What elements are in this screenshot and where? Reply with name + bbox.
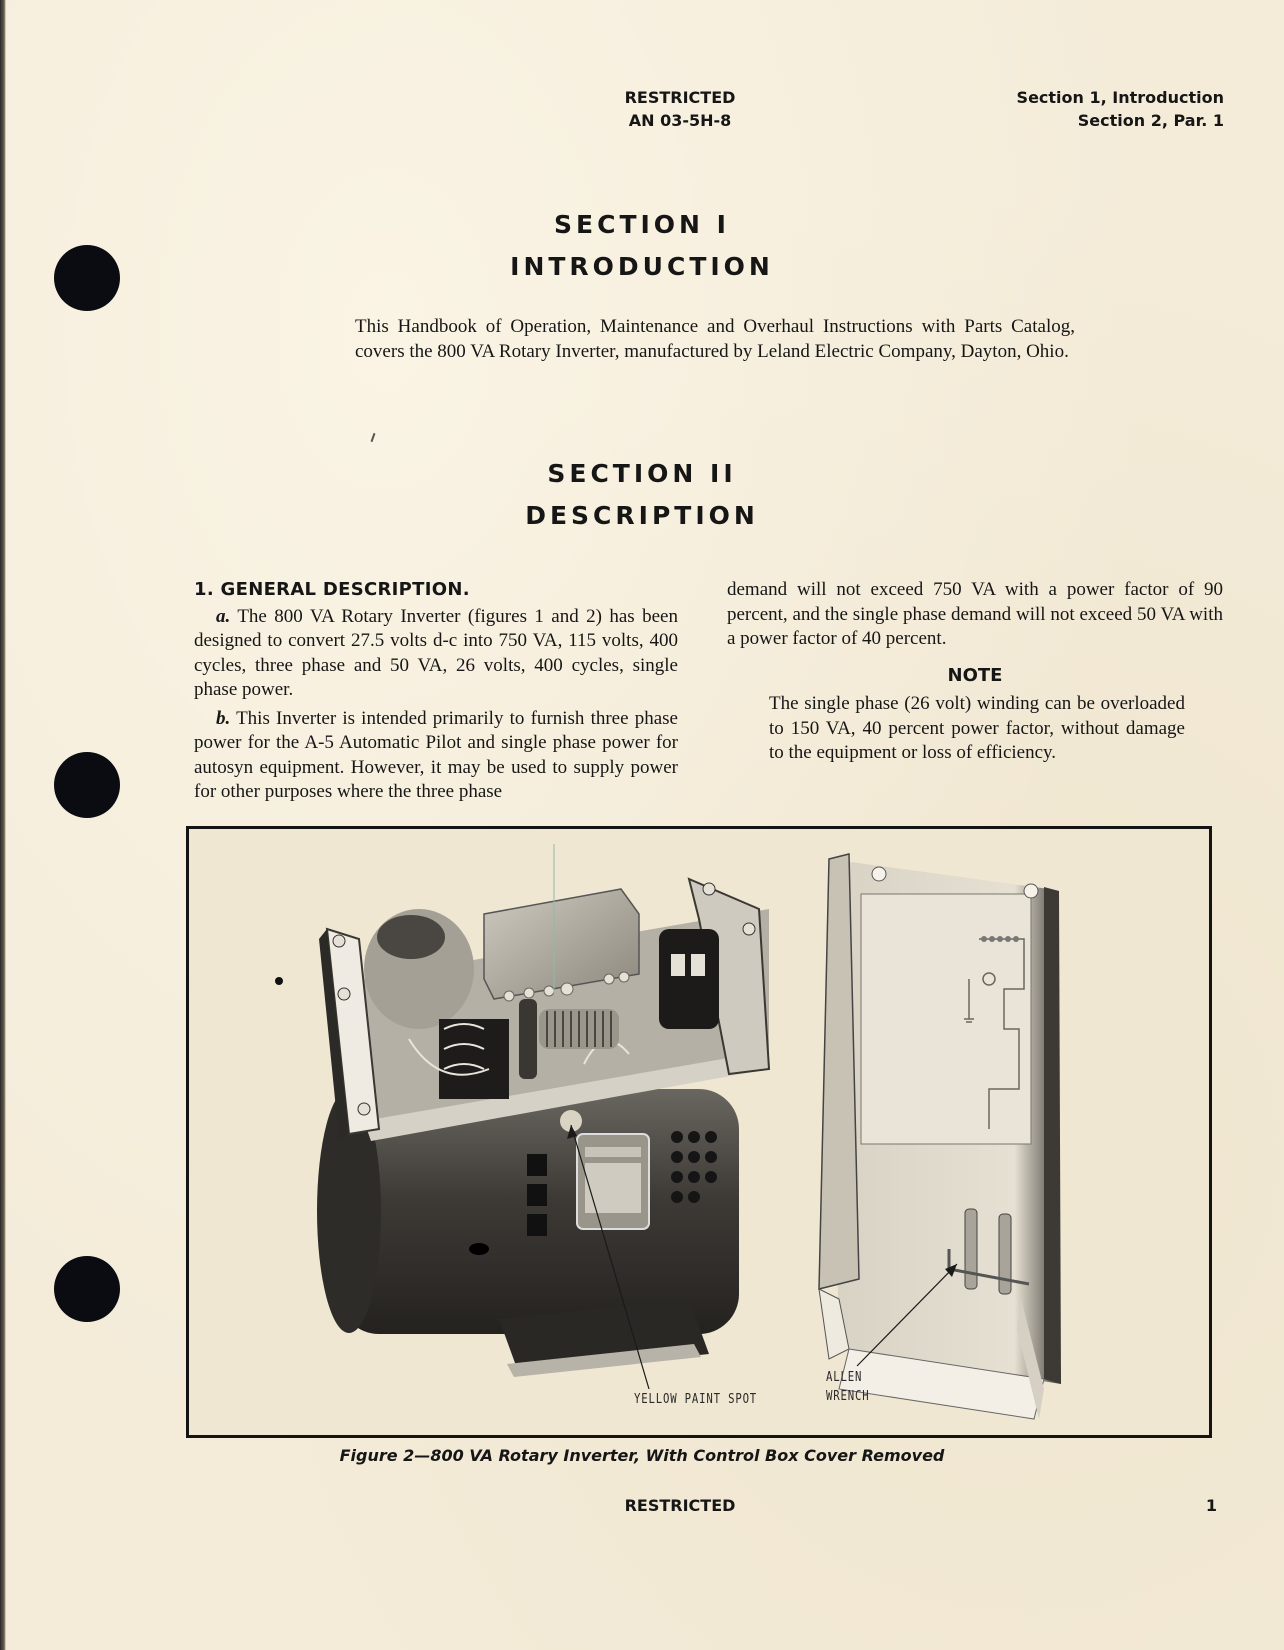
document-number: AN 03-5H-8: [628, 111, 732, 130]
footer-classification: RESTRICTED: [624, 1496, 736, 1515]
figure-caption: Figure 2—800 VA Rotary Inverter, With Control Box Cover Removed: [339, 1446, 945, 1465]
section-2-title: DESCRIPTION: [525, 501, 759, 530]
paragraph-b: [194, 707, 678, 805]
section-1-title: INTRODUCTION: [510, 252, 774, 281]
paragraph-b-text: This Inverter is intended primarily to furnish three phase power for the A-5 Automatic Pilot and single phase power for autosyn equipment. However, it may be used to supply power for other purposes where the three phase: [194, 707, 678, 802]
control-box-cover: [819, 854, 1061, 1419]
paragraph-b-continuation: demand will not exceed 750 VA with a power factor of 90 percent, and the single phase demand will not exceed 50 VA with a power factor of 40 percent.: [727, 579, 1223, 649]
text-column-right: [727, 578, 1223, 766]
paragraph-a-label: a.: [216, 605, 231, 627]
stray-mark: [371, 433, 376, 442]
callout-yellow-paint-spot: YELLOW PAINT SPOT: [634, 1392, 758, 1407]
binder-punch-hole: [54, 1256, 120, 1322]
inverter-photo-illustration: [189, 829, 1209, 1435]
section-2-number: SECTION II: [547, 459, 737, 488]
paragraph-heading: 1. GENERAL DESCRIPTION.: [194, 579, 470, 600]
note-heading: NOTE: [947, 664, 1003, 686]
paragraph-a: [194, 605, 678, 703]
header-classification-block: [600, 86, 760, 132]
binder-punch-hole: [54, 752, 120, 818]
introduction-paragraph: This Handbook of Operation, Maintenance and Overhaul Instructions with Parts Catalog, covers the 800 VA Rotary Inverter, manufactured by Leland Electric Company, Dayton, Ohio.: [355, 316, 1075, 362]
page-number: 1: [1205, 1496, 1217, 1515]
paragraph-b-label: b.: [216, 707, 231, 729]
section-ref-line-1: Section 1, Introduction: [1016, 88, 1224, 107]
callout-allen-wrench-line-1: ALLEN: [826, 1370, 863, 1385]
text-column-left: [194, 578, 678, 809]
section-ref-line-2: Section 2, Par. 1: [1077, 111, 1224, 130]
header-classification: RESTRICTED: [624, 88, 736, 107]
note-body: The single phase (26 volt) winding can be overloaded to 150 VA, 40 percent power factor, without damage to the equipment or loss of efficiency.: [769, 693, 1185, 763]
paragraph-a-text: The 800 VA Rotary Inverter (figures 1 and 2) has been designed to convert 27.5 volts d-c into 750 VA, 115 volts, 400 cycles, three phase and 50 VA, 26 volts, 400 cycles, single phase power.: [194, 605, 678, 700]
callout-allen-wrench-line-2: WRENCH: [826, 1389, 870, 1404]
section-1-number: SECTION I: [554, 210, 730, 239]
rotary-inverter-unit: [275, 844, 769, 1377]
figure-2-photo: [186, 826, 1212, 1438]
header-section-reference: [1017, 86, 1224, 132]
